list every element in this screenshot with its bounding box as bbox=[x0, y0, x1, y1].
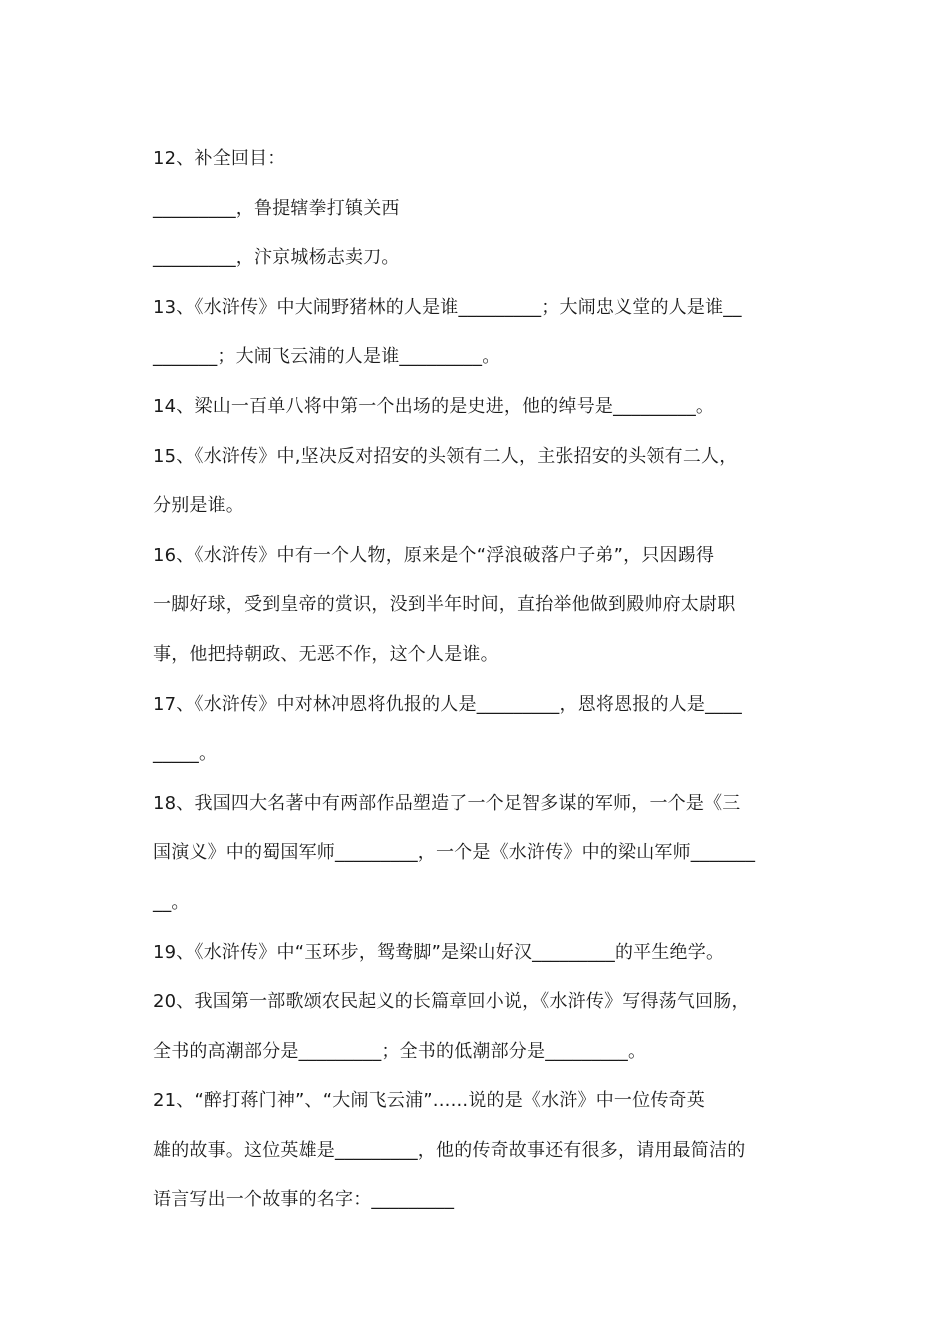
question-18-line-1: 18、我国四大名著中有两部作品塑造了一个足智多谋的军师，一个是《三 bbox=[153, 792, 741, 814]
question-13-line-1: 13、《水浒传》中大闹野猪林的人是谁_________；大闹忠义堂的人是谁__ bbox=[153, 296, 742, 318]
question-16-line-2: 一脚好球，受到皇帝的赏识，没到半年时间，直抬举他做到殿帅府太尉职 bbox=[153, 594, 736, 616]
question-17-line-2: _____。 bbox=[153, 743, 218, 765]
question-15-line-2: 分别是谁。 bbox=[153, 495, 244, 517]
question-19: 19、《水浒传》中“玉环步，鸳鸯脚”是梁山好汉_________的平生绝学。 bbox=[153, 941, 725, 963]
question-15-line-1: 15、《水浒传》中,坚决反对招安的头领有二人，主张招安的头领有二人， bbox=[153, 445, 738, 467]
question-16-line-3: 事，他把持朝政、无恶不作，这个人是谁。 bbox=[153, 643, 499, 665]
question-21-line-3: 语言写出一个故事的名字：_________ bbox=[153, 1189, 455, 1211]
question-20-line-1: 20、我国第一部歌颂农民起义的长篇章回小说，《水浒传》写得荡气回肠， bbox=[153, 991, 750, 1013]
question-21-line-2: 雄的故事。这位英雄是_________，他的传奇故事还有很多，请用最简洁的 bbox=[153, 1139, 746, 1161]
question-12-blank-line-2: _________，汴京城杨志卖刀。 bbox=[153, 247, 400, 269]
question-13-line-2: _______；大闹飞云浦的人是谁_________。 bbox=[153, 346, 501, 368]
question-20-line-2: 全书的高潮部分是_________；全书的低潮部分是_________。 bbox=[153, 1040, 647, 1062]
question-18-line-2: 国演义》中的蜀国军师_________，一个是《水浒传》中的梁山军师_______ bbox=[153, 842, 756, 864]
question-16-line-1: 16、《水浒传》中有一个人物，原来是个“浮浪破落户子弟”，只因踢得 bbox=[153, 544, 715, 566]
question-21-line-1: 21、“醉打蒋门神”、“大闹飞云浦”......说的是《水浒》中一位传奇英 bbox=[153, 1090, 705, 1112]
question-12-blank-line-1: _________，鲁提辖拳打镇关西 bbox=[153, 197, 400, 219]
question-12-heading: 12、补全回目： bbox=[153, 148, 286, 169]
question-list bbox=[153, 134, 833, 1225]
question-17-line-1: 17、《水浒传》中对林冲恩将仇报的人是_________，恩将恩报的人是____ bbox=[153, 693, 742, 715]
question-14: 14、梁山一百单八将中第一个出场的是史进，他的绰号是_________。 bbox=[153, 395, 715, 417]
question-18-line-3: __。 bbox=[153, 891, 190, 913]
